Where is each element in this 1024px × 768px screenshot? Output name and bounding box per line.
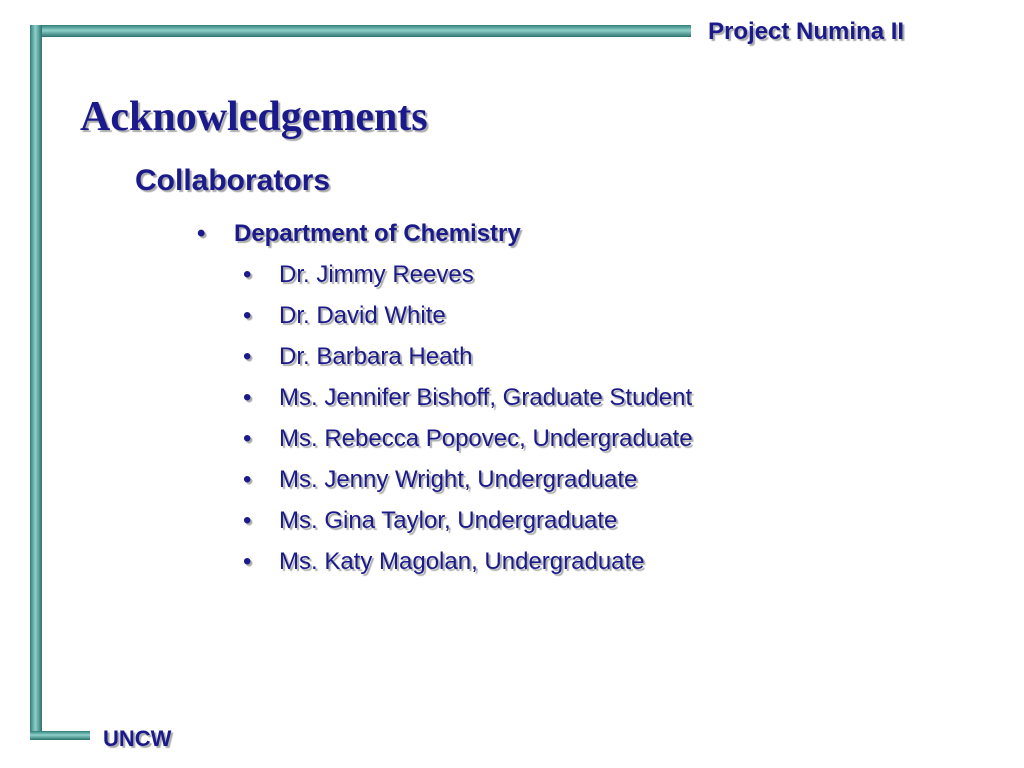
collaborator-name: Dr. David White (279, 302, 446, 329)
project-label: Project Numina II (708, 18, 905, 45)
department-item (197, 220, 521, 248)
list-item (243, 297, 693, 338)
frame-bottom-bar (30, 731, 90, 740)
list-item (243, 543, 693, 584)
bullet-icon: • (197, 220, 206, 247)
list-item (243, 379, 693, 420)
bullet-icon: • (243, 507, 252, 534)
collaborator-list (243, 256, 693, 584)
list-item (243, 256, 693, 297)
collaborator-name: Ms. Jennifer Bishoff, Graduate Student (279, 384, 693, 411)
department-name: Department of Chemistry (234, 220, 521, 247)
collaborator-name: Ms. Gina Taylor, Undergraduate (279, 507, 618, 534)
list-item (243, 461, 693, 502)
bullet-icon: • (243, 548, 252, 575)
list-item (243, 420, 693, 461)
collaborator-name: Dr. Barbara Heath (279, 343, 473, 370)
collaborator-name: Ms. Jenny Wright, Undergraduate (279, 466, 638, 493)
collaborator-name: Dr. Jimmy Reeves (279, 261, 474, 288)
footer-label: UNCW (103, 726, 172, 751)
bullet-icon: • (243, 261, 252, 288)
bullet-icon: • (243, 302, 252, 329)
bullet-icon: • (243, 384, 252, 411)
collaborator-name: Ms. Rebecca Popovec, Undergraduate (279, 425, 693, 452)
frame-top-bar (30, 25, 691, 37)
bullet-icon: • (243, 466, 252, 493)
frame-left-bar (30, 25, 42, 737)
collaborator-name: Ms. Katy Magolan, Undergraduate (279, 548, 645, 575)
list-item (243, 502, 693, 543)
slide-title: Acknowledgements (80, 94, 428, 140)
bullet-icon: • (243, 343, 252, 370)
bullet-icon: • (243, 425, 252, 452)
slide-subtitle: Collaborators (135, 164, 331, 197)
list-item (243, 338, 693, 379)
